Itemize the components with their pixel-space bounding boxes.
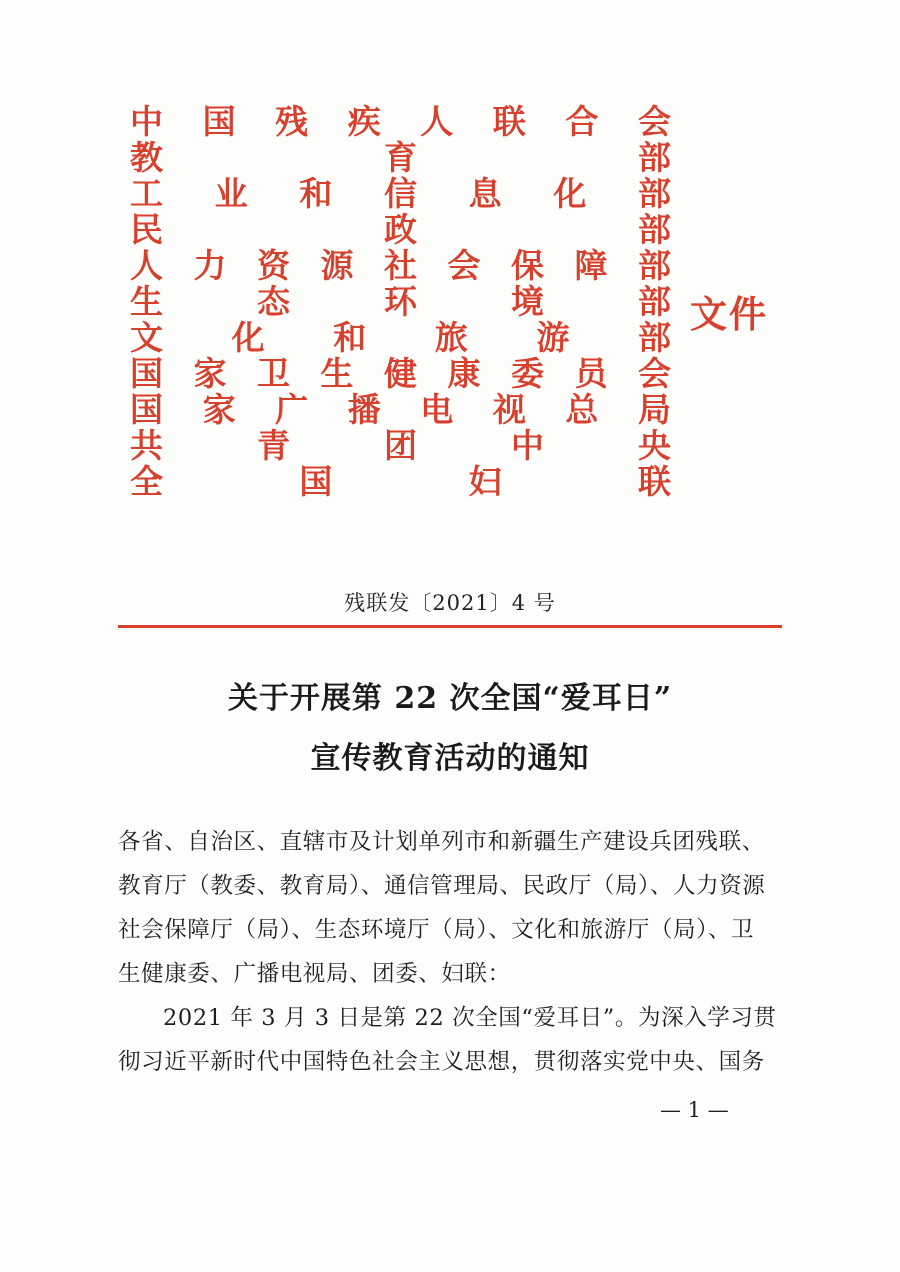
org-char: 中 [511, 426, 544, 465]
org-char: 家 [193, 354, 227, 393]
org-line [130, 140, 690, 176]
org-char: 卫 [257, 354, 290, 393]
document-title-line-2: 宣传教育活动的通知 [310, 741, 590, 776]
document-title-line-1: 关于开展第 22 次全国“爱耳日” [227, 681, 673, 716]
org-char: 育 [384, 138, 417, 177]
org-line [130, 176, 690, 212]
org-line [130, 356, 690, 392]
org-char: 信 [384, 174, 417, 213]
addressee-line-4: 生健康委、广播电视局、团委、妇联： [118, 961, 511, 987]
org-line [130, 212, 690, 248]
org-line [130, 104, 690, 140]
org-char: 合 [565, 102, 599, 141]
org-char: 旅 [434, 318, 468, 357]
org-char: 和 [333, 318, 367, 357]
org-line [130, 464, 690, 500]
org-line [130, 392, 690, 428]
org-char: 国 [202, 102, 236, 141]
org-line [130, 284, 690, 320]
org-char: 源 [320, 246, 354, 285]
org-char: 共 [130, 426, 163, 465]
org-char: 化 [231, 318, 265, 357]
document-suffix: 文件 [690, 292, 768, 336]
addressee-line-2: 教育厅（教委、教育局）、通信管理局、民政厅（局）、人力资源 [118, 873, 766, 899]
org-char: 局 [638, 390, 671, 429]
org-char: 电 [420, 390, 454, 429]
org-char: 播 [347, 390, 381, 429]
org-char: 健 [384, 354, 417, 393]
org-char: 工 [130, 174, 163, 213]
org-char: 会 [447, 246, 481, 285]
org-char: 全 [130, 462, 163, 501]
org-char: 生 [130, 282, 163, 321]
org-char: 家 [202, 390, 236, 429]
org-char: 教 [130, 138, 163, 177]
addressee-line-1: 各省、自治区、直辖市及计划单列市和新疆生产建设兵团残联、 [118, 829, 765, 855]
org-char: 国 [299, 462, 333, 501]
org-char: 部 [638, 138, 671, 177]
addressee-line-3: 社会保障厅（局）、生态环境厅（局）、文化和旅游厅（局）、卫 [118, 917, 755, 943]
org-char: 环 [384, 282, 417, 321]
org-char: 国 [130, 354, 163, 393]
org-char: 康 [447, 354, 481, 393]
org-char: 会 [638, 354, 671, 393]
org-char: 会 [638, 102, 671, 141]
org-char: 力 [193, 246, 227, 285]
org-char: 息 [468, 174, 502, 213]
body-paragraph-line-2: 彻习近平新时代中国特色社会主义思想，贯彻落实党中央、国务 [118, 1049, 765, 1075]
org-char: 部 [638, 210, 671, 249]
org-char: 妇 [468, 462, 502, 501]
red-separator-rule [118, 625, 782, 628]
org-char: 团 [384, 426, 417, 465]
org-char: 民 [130, 210, 163, 249]
org-char: 业 [214, 174, 248, 213]
org-char: 社 [384, 246, 417, 285]
org-char: 国 [130, 390, 163, 429]
org-char: 央 [638, 426, 671, 465]
org-char: 部 [638, 318, 671, 357]
org-char: 障 [574, 246, 608, 285]
org-char: 人 [420, 102, 454, 141]
org-char: 政 [384, 210, 417, 249]
org-char: 部 [638, 174, 671, 213]
org-line [130, 320, 690, 356]
org-char: 游 [536, 318, 570, 357]
org-char: 部 [638, 282, 671, 321]
org-char: 残 [275, 102, 309, 141]
org-line [130, 428, 690, 464]
document-number: 残联发〔2021〕4 号 [344, 591, 556, 615]
org-char: 资 [257, 246, 290, 285]
org-char: 境 [511, 282, 544, 321]
org-char: 部 [638, 246, 671, 285]
org-char: 化 [553, 174, 587, 213]
org-char: 青 [257, 426, 290, 465]
issuing-organizations-header [130, 104, 690, 500]
body-paragraph-line-1: 2021 年 3 月 3 日是第 22 次全国“爱耳日”。为深入学习贯 [163, 1005, 777, 1031]
org-char: 人 [130, 246, 163, 285]
org-char: 中 [130, 102, 163, 141]
org-char: 和 [299, 174, 333, 213]
org-char: 员 [574, 354, 608, 393]
org-char: 委 [511, 354, 544, 393]
org-char: 疾 [347, 102, 381, 141]
org-char: 联 [638, 462, 671, 501]
org-char: 态 [257, 282, 290, 321]
org-char: 联 [492, 102, 526, 141]
org-char: 视 [492, 390, 526, 429]
org-char: 总 [565, 390, 599, 429]
org-char: 广 [275, 390, 309, 429]
org-char: 文 [130, 318, 163, 357]
page-number: — 1 — [660, 1098, 729, 1122]
org-line [130, 248, 690, 284]
org-char: 生 [320, 354, 354, 393]
org-char: 保 [511, 246, 544, 285]
